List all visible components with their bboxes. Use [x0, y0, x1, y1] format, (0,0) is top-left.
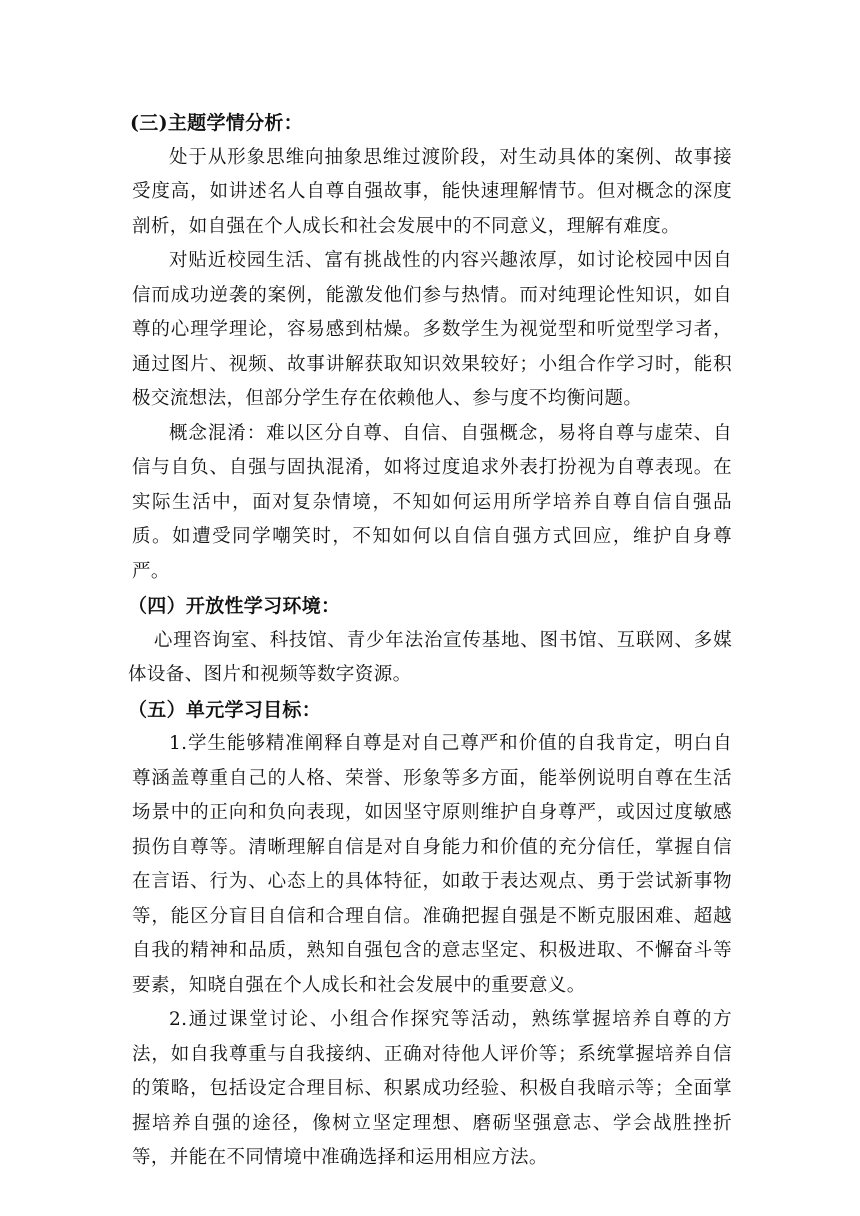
analysis-paragraph-1: 处于从形象思维向抽象思维过渡阶段，对生动具体的案例、故事接受度高，如讲述名人自尊自强故事，能快速理解情节。但对概念的深度剖析，如自强在个人成长和社会发展中的不同意义，理解有难度。	[132, 146, 732, 237]
analysis-paragraph-3: 概念混淆：难以区分自尊、自信、自强概念，易将自尊与虚荣、自信与自负、自强与固执混淆，如将过度追求外表打扮视为自尊表现。在实际生活中，面对复杂情境，不知如何运用所学培养自尊自信自强品质。如遭受同学嘲笑时，不知如何以自信自强方式回应，维护自身尊严。	[132, 422, 732, 582]
objective-paragraph-2: 2.通过课堂讨论、小组合作探究等活动，熟练掌握培养自尊的方法，如自我尊重与自我接纳、正确对待他人评价等；系统掌握培养自信的策略，包括设定合理目标、积累成功经验、积极自我暗示等；全面掌握培养自强的途径，像树立坚定理想、磨砺坚强意志、学会战胜挫折等，并能在不同情境中准确选择和运用相应方法。	[132, 1009, 732, 1168]
section-heading-analysis: (三)主题学情分析：	[130, 112, 303, 134]
analysis-paragraph-2: 对贴近校园生活、富有挑战性的内容兴趣浓厚，如讨论校园中因自信而成功逆袭的案例，能激发他们参与热情。而对纯理论性知识，如自尊的心理学理论，容易感到枯燥。多数学生为视觉型和听觉型学习者，通过图片、视频、故事讲解获取知识效果较好；小组合作学习时，能积极交流想法，但部分学生存在依赖他人、参与度不均衡问题。	[132, 250, 732, 409]
document-body	[128, 106, 732, 1176]
section-heading-objectives: （五）单元学习目标：	[128, 698, 322, 721]
objective-paragraph-1: 1.学生能够精准阐释自尊是对自己尊严和价值的自我肯定，明白自尊涵盖尊重自己的人格、荣誉、形象等多方面，能举例说明自尊在生活场景中的正向和负向表现，如因坚守原则维护自身尊严，或因过度敏感损伤自尊等。清晰理解自信是对自身能力和价值的充分信任，掌握自信在言语、行为、心态上的具体特征，如敢于表达观点、勇于尝试新事物等，能区分盲目自信和合理自信。准确把握自强是不断克服困难、超越自我的精神和品质，熟知自强包含的意志坚定、积极进取、不懈奋斗等要素，知晓自强在个人成长和社会发展中的重要意义。	[132, 733, 732, 996]
environment-paragraph: 心理咨询室、科技馆、青少年法治宣传基地、图书馆、互联网、多媒体设备、图片和视频等数字资源。	[128, 629, 732, 685]
section-heading-environment: （四）开放性学习环境：	[128, 595, 341, 617]
